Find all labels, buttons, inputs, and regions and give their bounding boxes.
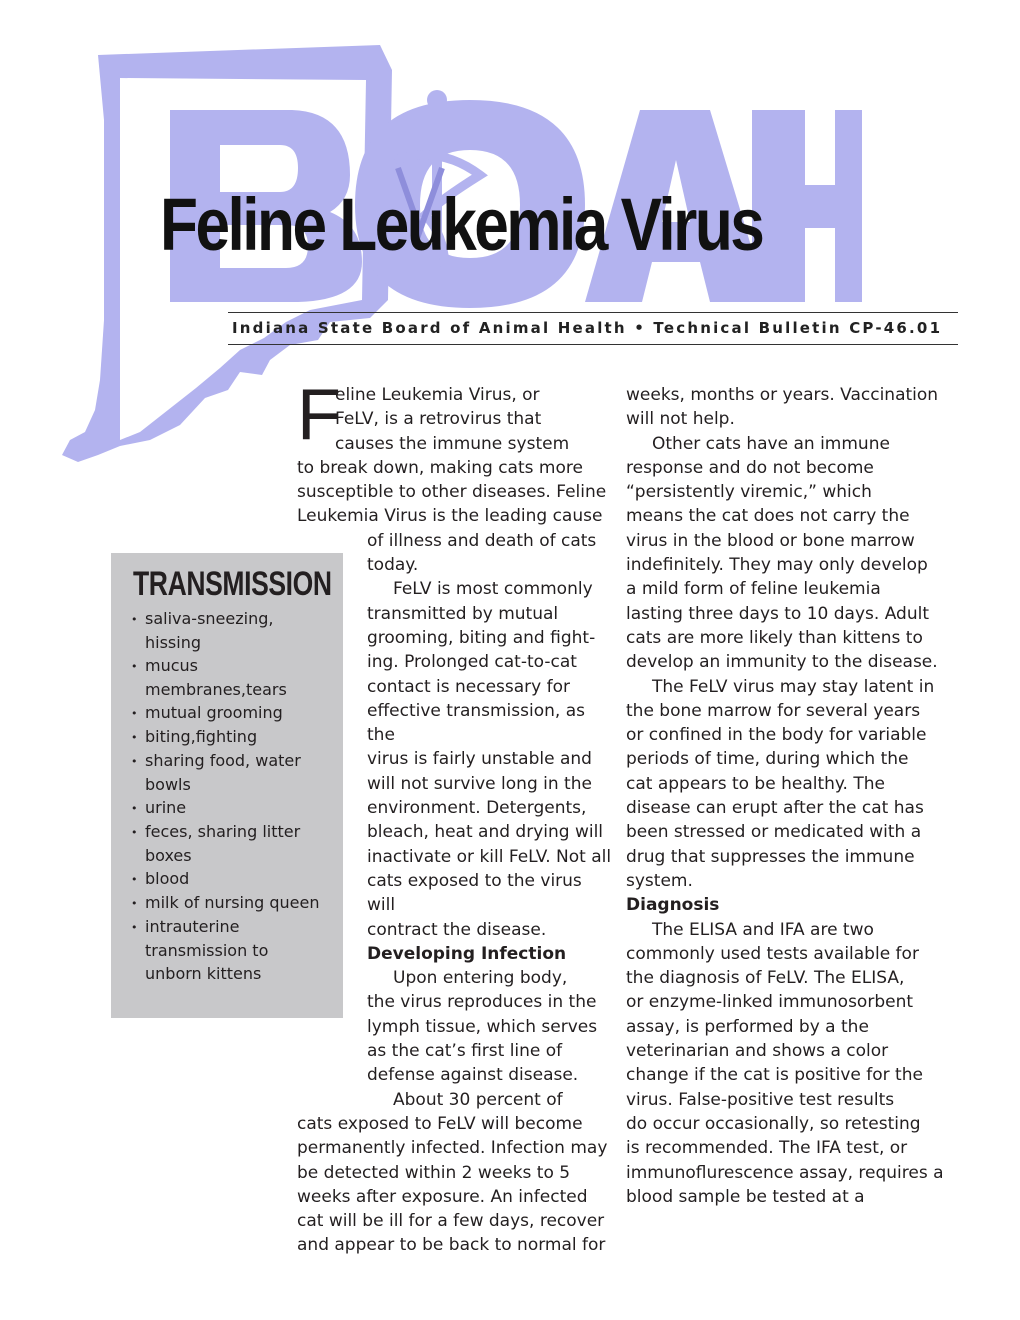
body-text-line: the diagnosis of FeLV. The ELISA,: [626, 968, 905, 989]
body-text-line: change if the cat is positive for the: [626, 1065, 923, 1086]
body-text-line: ing. Prolonged cat-to-cat: [367, 652, 577, 673]
transmission-item-text: unborn kittens: [145, 964, 262, 983]
body-text-line: or enzyme-linked immunosorbent: [626, 992, 914, 1013]
transmission-item-text: boxes: [145, 846, 192, 865]
body-text-line: permanently infected. Infection may: [297, 1138, 608, 1159]
body-text-line: today.: [367, 555, 419, 576]
body-text-line: cats exposed to the virus will: [367, 870, 582, 916]
body-text-line: response and do not become: [626, 457, 874, 478]
body-text-line: system.: [626, 870, 693, 891]
body-text-line: means the cat does not carry the: [626, 506, 910, 527]
body-text-line: The ELISA and IFA are two: [652, 919, 874, 940]
transmission-item-text: biting,fighting: [145, 727, 258, 746]
body-text-line: veterinarian and shows a color: [626, 1041, 889, 1062]
bullet-icon: •: [131, 921, 138, 934]
body-text-line: a mild form of feline leukemia: [626, 579, 881, 600]
body-text-line: About 30 percent of: [393, 1089, 563, 1110]
bullet-icon: •: [131, 826, 138, 839]
body-text-line: do occur occasionally, so retesting: [626, 1113, 921, 1134]
bullet-icon: •: [131, 802, 138, 815]
bullet-icon: •: [131, 755, 138, 768]
body-text-line: eline Leukemia Virus, or: [335, 385, 540, 405]
transmission-item-text: mucus: [145, 656, 198, 675]
body-text-line: The FeLV virus may stay latent in: [652, 676, 935, 697]
article-column-2: [626, 383, 946, 1209]
body-text-line: effective transmission, as the: [367, 700, 585, 746]
body-text-line: is recommended. The IFA test, or: [626, 1138, 908, 1159]
body-text-line: immunoflurescence assay, requires a: [626, 1162, 944, 1183]
body-text-line: defense against disease.: [367, 1065, 579, 1086]
bullet-icon: •: [131, 731, 138, 744]
body-text-line: inactivate or kill FeLV. Not all: [367, 846, 612, 867]
body-text-line: grooming, biting and fight-: [367, 627, 596, 648]
transmission-item-text: saliva-sneezing,: [145, 609, 274, 628]
body-text-line: susceptible to other diseases. Feline: [297, 482, 607, 503]
bullet-icon: •: [131, 613, 138, 626]
body-text-line: to break down, making cats more: [297, 457, 583, 478]
body-text-line: blood sample be tested at a: [626, 1186, 865, 1207]
drop-cap-paragraph: [297, 375, 612, 456]
body-text-line: Leukemia Virus is the leading cause: [297, 506, 603, 527]
body-text-line: will not survive long in the: [367, 773, 592, 794]
body-text-line: contact is necessary for: [367, 676, 571, 697]
body-text-line: be detected within 2 weeks to 5: [297, 1162, 571, 1183]
body-text-line: the virus reproduces in the: [367, 992, 597, 1013]
transmission-item-text: transmission to: [145, 941, 269, 960]
bullet-icon: •: [131, 660, 138, 673]
header-rule-bottom: [228, 344, 958, 345]
body-text-line: cat appears to be healthy. The: [626, 773, 885, 794]
bullet-icon: •: [131, 707, 138, 720]
transmission-item-text: feces, sharing litter: [145, 822, 301, 841]
body-text-line: or confined in the body for variable: [626, 725, 927, 746]
body-text-line: periods of time, during which the: [626, 749, 909, 770]
transmission-item-text: membranes,tears: [145, 680, 287, 699]
body-text-line: transmitted by mutual: [367, 603, 559, 624]
body-text-line: weeks, months or years. Vaccination: [626, 385, 939, 405]
body-text-line: virus. False-positive test results: [626, 1089, 895, 1110]
body-text-line: FeLV, is a retrovirus that: [335, 409, 542, 430]
body-text-line: contract the disease.: [367, 919, 547, 940]
section-heading: Developing Infection: [367, 943, 567, 964]
body-text-line: cats are more likely than kittens to: [626, 627, 923, 648]
body-text-line: the bone marrow for several years: [626, 700, 921, 721]
body-text-line: disease can erupt after the cat has: [626, 798, 924, 819]
page-title: Feline Leukemia Virus: [160, 183, 763, 266]
transmission-item-text: hissing: [145, 633, 201, 652]
body-text-line: lasting three days to 10 days. Adult: [626, 603, 929, 624]
body-text-line: cat will be ill for a few days, recover: [297, 1211, 605, 1232]
body-text-line: FeLV is most commonly: [393, 579, 593, 600]
body-text-line: virus is fairly unstable and: [367, 749, 592, 770]
bullet-icon: •: [131, 873, 138, 886]
transmission-item-text: mutual grooming: [145, 703, 283, 722]
drop-cap: F: [297, 375, 341, 455]
body-text-line: bleach, heat and drying will: [367, 822, 604, 843]
transmission-item-text: bowls: [145, 775, 191, 794]
body-text-line: weeks after exposure. An infected: [297, 1186, 588, 1207]
body-text-line: of illness and death of cats: [367, 530, 597, 551]
transmission-item-text: sharing food, water: [145, 751, 301, 770]
body-text-line: Other cats have an immune: [652, 433, 890, 454]
body-text-line: environment. Detergents,: [367, 798, 587, 819]
body-text-line: been stressed or medicated with a: [626, 822, 922, 843]
transmission-item-text: milk of nursing queen: [145, 893, 320, 912]
body-text-line: lymph tissue, which serves: [367, 1016, 598, 1037]
body-text-line: will not help.: [626, 409, 735, 430]
body-text-line: cats exposed to FeLV will become: [297, 1113, 583, 1134]
body-text-line: develop an immunity to the disease.: [626, 652, 938, 673]
transmission-item-text: intrauterine: [145, 917, 240, 936]
body-text-line: drug that suppresses the immune: [626, 846, 915, 867]
transmission-item-text: blood: [145, 869, 190, 888]
body-text-line: and appear to be back to normal for: [297, 1235, 606, 1256]
body-text-line: indefinitely. They may only develop: [626, 555, 928, 576]
body-text-line: Upon entering body,: [393, 968, 568, 989]
body-text-line: commonly used tests available for: [626, 943, 919, 964]
bullet-icon: •: [131, 897, 138, 910]
body-text-line: “persistently viremic,” which: [626, 482, 872, 503]
bulletin-subtitle: Indiana State Board of Animal Health • Technical Bulletin CP-46.01: [232, 319, 943, 337]
sidebar-title: TRANSMISSION: [133, 565, 332, 603]
article-column-1: [297, 375, 612, 1258]
body-text-line: assay, is performed by a the: [626, 1016, 869, 1037]
body-text-line: virus in the blood or bone marrow: [626, 530, 915, 551]
transmission-item-text: urine: [145, 798, 187, 817]
body-text-line: as the cat’s first line of: [367, 1041, 563, 1062]
body-text-line: causes the immune system: [335, 433, 570, 454]
section-heading: Diagnosis: [626, 895, 720, 916]
header-rule-top: [228, 312, 958, 313]
